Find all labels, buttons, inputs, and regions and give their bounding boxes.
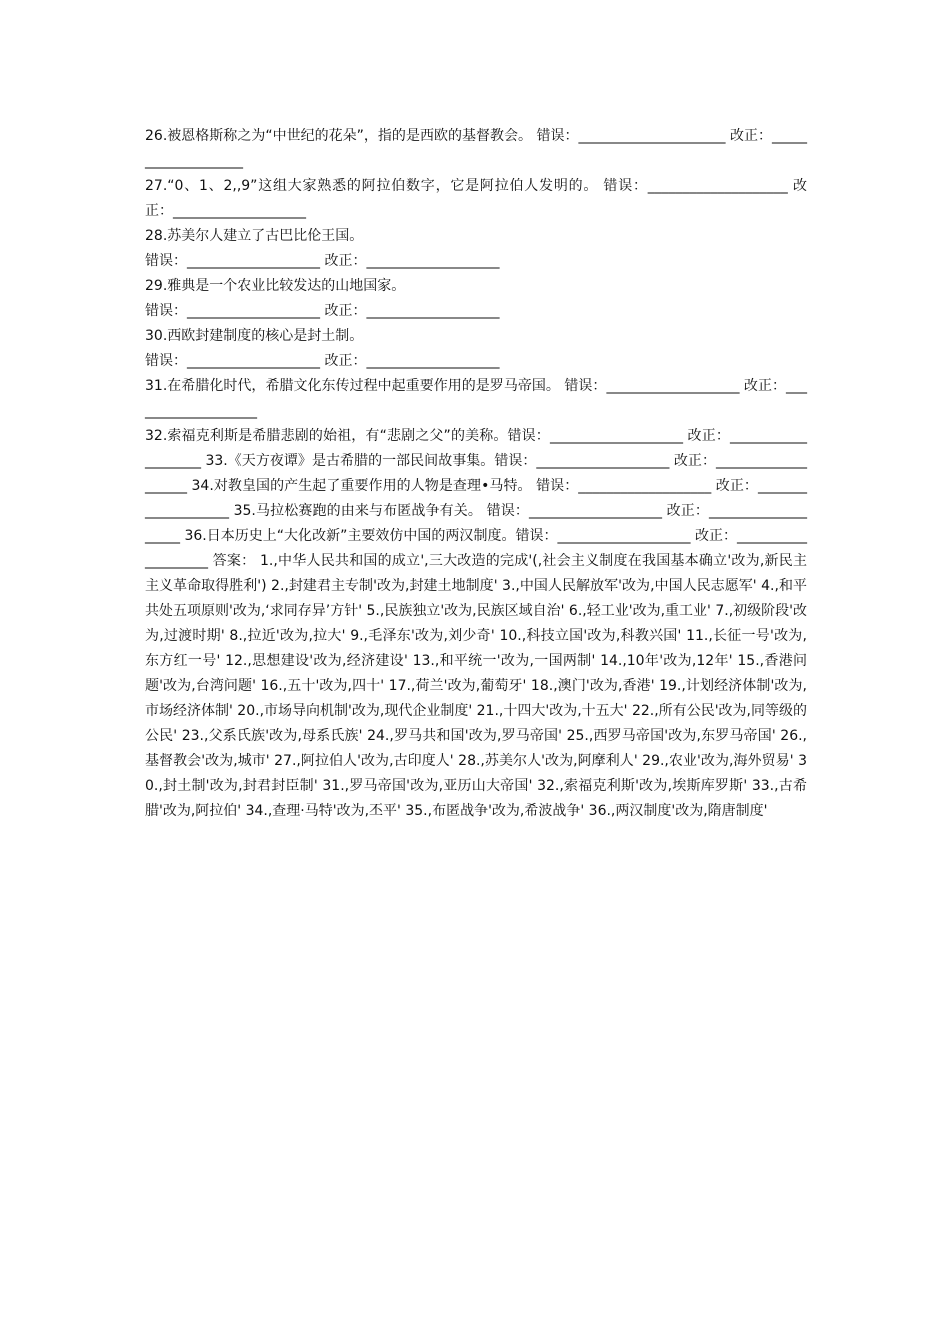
question-29: 29.雅典是一个农业比较发达的山地国家。 [145, 278, 406, 294]
question-26: 26.被恩格斯称之为“中世纪的花朵”，指的是西欧的基督教会。 错误：_____________________ 改正：___________________ [145, 128, 807, 169]
question-30-blanks: 错误：___________________ 改正：___________________ [145, 353, 500, 369]
question-27: 27.“0、1、2,,9”这组大家熟悉的阿拉伯数字，它是阿拉伯人发明的。 错误：____________________ 改正：___________________ [145, 178, 807, 219]
questions-32-36-and-answers: 32.索福克利斯是希腊悲剧的始祖，有“悲剧之父”的美称。错误：___________________ 改正：___________________ 33.《天方夜谭》是古希腊的一部民间故事集。错误：___________________ 改正：___________________ 34.对教皇国的产生起了重要作用的人物是查理•马特。 错误：___________________ 改正：___________________ 35.马拉松赛跑的由来与布匿战争有关。 错误：___________________ 改正：___________________ 36.日本历史上“大化改新”主要效仿中国的两汉制度。错误：___________________ 改正：___________________ 答案： 1.,中华人民共和国的成立',三大改造的完成'(,社会主义制度在我国基本确立'改为,新民主主义革命取得胜利') 2.,封建君主专制'改为,封建土地制度' 3.,中国人民解放军'改为,中国人民志愿军' 4.,和平共处五项原则'改为,‘求同存异’方针' 5.,民族独立'改为,民族区域自治' 6.,轻工业'改为,重工业' 7.,初级阶段'改为,过渡时期' 8.,拉近'改为,拉大' 9.,毛泽东'改为,刘少奇' 10.,科技立国'改为,科教兴国' 11.,长征一号'改为,东方红一号' 12.,思想建设'改为,经济建设' 13.,和平统一'改为,一国两制' 14.,10年'改为,12年' 15.,香港问题'改为,台湾问题' 16.,五十'改为,四十' 17.,荷兰'改为,葡萄牙' 18.,澳门'改为,香港' 19.,计划经济体制'改为,市场经济体制' 20.,市场导向机制'改为,现代企业制度' 21.,十四大'改为,十五大' 22.,所有公民'改为,同等级的公民' 23.,父系氏族'改为,母系氏族' 24.,罗马共和国'改为,罗马帝国' 25.,西罗马帝国'改为,东罗马帝国' 26.,基督教会'改为,城市' 27.,阿拉伯人'改为,古印度人' 28.,苏美尔人'改为,阿摩利人' 29.,农业'改为,海外贸易' 30.,封土制'改为,封君封臣制' 31.,罗马帝国'改为,亚历山大帝国' 32.,索福克利斯'改为,埃斯库罗斯' 33.,古希腊'改为,阿拉伯' 34.,查理·马特'改为,丕平' 35.,布匿战争'改为,希波战争' 36.,两汉制度'改为,隋唐制度' [145, 428, 807, 819]
question-30: 30.西欧封建制度的核心是封土制。 [145, 328, 364, 344]
document-body [145, 124, 807, 824]
question-31: 31.在希腊化时代，希腊文化东传过程中起重要作用的是罗马帝国。 错误：___________________ 改正：___________________ [145, 378, 807, 419]
question-29-blanks: 错误：___________________ 改正：___________________ [145, 303, 500, 319]
question-28: 28.苏美尔人建立了古巴比伦王国。 [145, 228, 364, 244]
question-28-blanks: 错误：___________________ 改正：___________________ [145, 253, 500, 269]
